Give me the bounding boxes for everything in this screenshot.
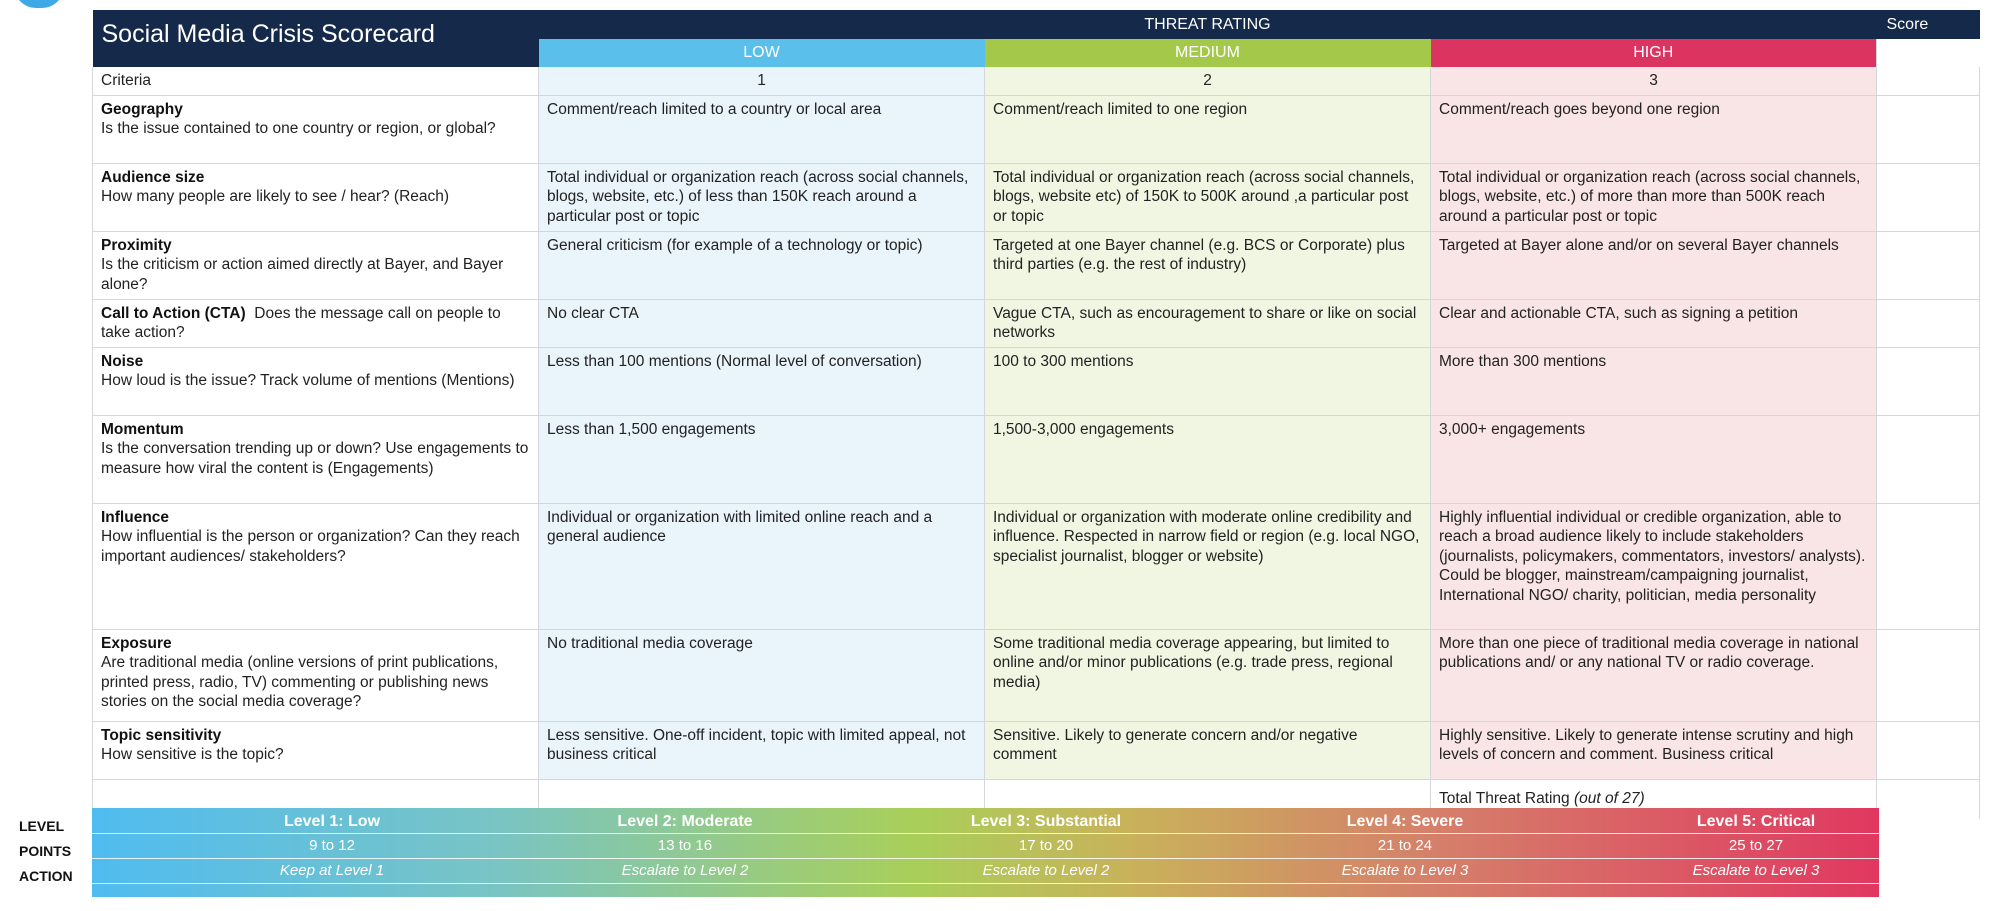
legend-level-label: LEVEL <box>19 818 65 834</box>
total-label: Total Threat Rating <box>1439 789 1570 807</box>
medium-description: 100 to 300 mentions <box>985 347 1431 415</box>
medium-description: Some traditional media coverage appearing, but limited to online and/or minor publications (e.g. trade press, regional media) <box>985 629 1431 721</box>
medium-description: Comment/reach limited to one region <box>985 95 1431 163</box>
low-description: Less sensitive. One-off incident, topic with limited appeal, not business critical <box>539 721 985 779</box>
level-column <box>1606 808 1906 883</box>
criteria-question: How influential is the person or organization? Can they reach important audiences/ stakeholders? <box>101 528 520 565</box>
threat-level-band <box>92 808 1879 897</box>
criteria-row <box>93 721 1980 779</box>
level-points: 17 to 20 <box>1018 837 1074 854</box>
level-column <box>535 808 835 883</box>
level-name: Level 4: Severe <box>1346 813 1464 830</box>
criteria-cell <box>93 347 539 415</box>
level-points: 21 to 24 <box>1377 837 1433 854</box>
level-action: Escalate to Level 3 <box>1341 862 1469 879</box>
score-cell[interactable] <box>1877 721 1980 779</box>
level-points: 25 to 27 <box>1728 837 1784 854</box>
criteria-cell <box>93 415 539 503</box>
criteria-name: Momentum <box>101 420 184 438</box>
high-description: Highly sensitive. Likely to generate intense scrutiny and high levels of concern and comment. Business critical <box>1431 721 1877 779</box>
level-action: Escalate to Level 3 <box>1692 862 1820 879</box>
criteria-name: Influence <box>101 508 170 526</box>
criteria-header-row <box>93 67 1980 95</box>
level-low-header: LOW <box>539 39 985 67</box>
criteria-cell <box>93 721 539 779</box>
criteria-question: Does the message call on people to take action? <box>101 304 501 341</box>
high-description: Targeted at Bayer alone and/or on several Bayer channels <box>1431 231 1877 299</box>
score-cell[interactable] <box>1877 163 1980 231</box>
score-cell[interactable] <box>1877 415 1980 503</box>
low-description: No traditional media coverage <box>539 629 985 721</box>
level-name: Level 5: Critical <box>1696 813 1816 830</box>
criteria-name: Call to Action (CTA) <box>101 304 246 322</box>
level-points: 9 to 12 <box>309 837 355 854</box>
criteria-cell <box>93 163 539 231</box>
criteria-question: How many people are likely to see / hear? (Reach) <box>101 188 450 205</box>
low-description: Comment/reach limited to a country or local area <box>539 95 985 163</box>
criteria-row <box>93 347 1980 415</box>
criteria-cell <box>93 629 539 721</box>
level-points: 13 to 16 <box>657 837 713 854</box>
high-description: More than one piece of traditional media coverage in national publications and/ or any national TV or radio coverage. <box>1431 629 1877 721</box>
medium-description: Targeted at one Bayer channel (e.g. BCS or Corporate) plus third parties (e.g. the rest of industry) <box>985 231 1431 299</box>
criteria-name: Audience size <box>101 168 205 186</box>
criteria-cell <box>93 231 539 299</box>
criteria-question: Is the criticism or action aimed directly at Bayer, and Bayer alone? <box>101 256 504 293</box>
level-column <box>182 808 482 883</box>
score-header-blank <box>1877 39 1980 67</box>
low-description: Total individual or organization reach (across social channels, blogs, website, etc.) of less than 150K reach around a particular post or topic <box>539 163 985 231</box>
criteria-question: Is the conversation trending up or down? Use engagements to measure how viral the content is (Engagements) <box>101 440 529 477</box>
criteria-name: Exposure <box>101 634 172 652</box>
criteria-question: Are traditional media (online versions of print publications, printed press, radio, TV) commenting or publishing news stories on the social media coverage? <box>101 654 499 710</box>
level-action: Escalate to Level 2 <box>982 862 1110 879</box>
criteria-row <box>93 503 1980 629</box>
high-points: 3 <box>1431 67 1877 95</box>
criteria-question: How sensitive is the topic? <box>101 746 284 763</box>
criteria-name: Proximity <box>101 236 172 254</box>
total-suffix: (out of 27) <box>1574 789 1645 807</box>
medium-description: Vague CTA, such as encouragement to share or like on social networks <box>985 299 1431 347</box>
level-action: Escalate to Level 2 <box>621 862 749 879</box>
level-name: Level 3: Substantial <box>970 813 1122 830</box>
criteria-name: Topic sensitivity <box>101 726 222 744</box>
scorecard-title: Social Media Crisis Scorecard <box>93 10 539 67</box>
score-cell[interactable] <box>1877 503 1980 629</box>
level-name: Level 1: Low <box>283 813 381 830</box>
low-description: General criticism (for example of a technology or topic) <box>539 231 985 299</box>
score-cell[interactable] <box>1877 95 1980 163</box>
criteria-row <box>93 95 1980 163</box>
score-cell[interactable] <box>1877 629 1980 721</box>
low-description: Less than 1,500 engagements <box>539 415 985 503</box>
criteria-name: Noise <box>101 352 144 370</box>
criteria-row <box>93 629 1980 721</box>
score-cell[interactable] <box>1877 231 1980 299</box>
criteria-question: Is the issue contained to one country or region, or global? <box>101 120 496 137</box>
criteria-row <box>93 415 1980 503</box>
criteria-question: How loud is the issue? Track volume of mentions (Mentions) <box>101 372 515 389</box>
high-description: Highly influential individual or credible organization, able to reach a broad audience likely to include stakeholders (journalists, policymakers, commentators, investors/ analysts). Could be blogger, mainstream/campaigning journalist, International NGO/ charity, politician, media personality <box>1431 503 1877 629</box>
level-action: Keep at Level 1 <box>279 862 385 879</box>
criteria-row <box>93 299 1980 347</box>
medium-description: Individual or organization with moderate online credibility and influence. Respected in narrow field or region (e.g. local NGO, specialist journalist, blogger or website) <box>985 503 1431 629</box>
high-description: Total individual or organization reach (across social channels, blogs, website, etc.) of more than more than 500K reach around a particular post or topic <box>1431 163 1877 231</box>
level-column <box>1255 808 1555 883</box>
medium-description: Total individual or organization reach (across social channels, blogs, website etc) of 150K to 500K around ,a particular post or topic <box>985 163 1431 231</box>
score-header: Score <box>1877 10 1980 39</box>
low-description: Individual or organization with limited online reach and a general audience <box>539 503 985 629</box>
threat-rating-header: THREAT RATING <box>539 10 1877 39</box>
criteria-cell <box>93 503 539 629</box>
criteria-cell <box>93 95 539 163</box>
low-points: 1 <box>539 67 985 95</box>
low-description: No clear CTA <box>539 299 985 347</box>
level-high-header: HIGH <box>1431 39 1877 67</box>
level-medium-header: MEDIUM <box>985 39 1431 67</box>
legend-points-label: POINTS <box>19 843 72 859</box>
high-description: Clear and actionable CTA, such as signing a petition <box>1431 299 1877 347</box>
criteria-name: Geography <box>101 100 183 118</box>
criteria-label: Criteria <box>93 67 539 95</box>
medium-points: 2 <box>985 67 1431 95</box>
score-cell[interactable] <box>1877 347 1980 415</box>
legend-action-label: ACTION <box>19 868 73 884</box>
score-cell[interactable] <box>1877 67 1980 95</box>
scorecard-table <box>92 10 1980 819</box>
medium-description: 1,500-3,000 engagements <box>985 415 1431 503</box>
score-cell[interactable] <box>1877 299 1980 347</box>
level-column <box>896 808 1196 883</box>
band-divider <box>92 883 1879 884</box>
high-description: Comment/reach goes beyond one region <box>1431 95 1877 163</box>
low-description: Less than 100 mentions (Normal level of conversation) <box>539 347 985 415</box>
high-description: 3,000+ engagements <box>1431 415 1877 503</box>
high-description: More than 300 mentions <box>1431 347 1877 415</box>
criteria-cell <box>93 299 539 347</box>
criteria-row <box>93 163 1980 231</box>
medium-description: Sensitive. Likely to generate concern and/or negative comment <box>985 721 1431 779</box>
level-name: Level 2: Moderate <box>617 813 753 830</box>
legend-row-labels <box>19 814 73 889</box>
criteria-row <box>93 231 1980 299</box>
logo-corner-icon <box>14 0 64 8</box>
